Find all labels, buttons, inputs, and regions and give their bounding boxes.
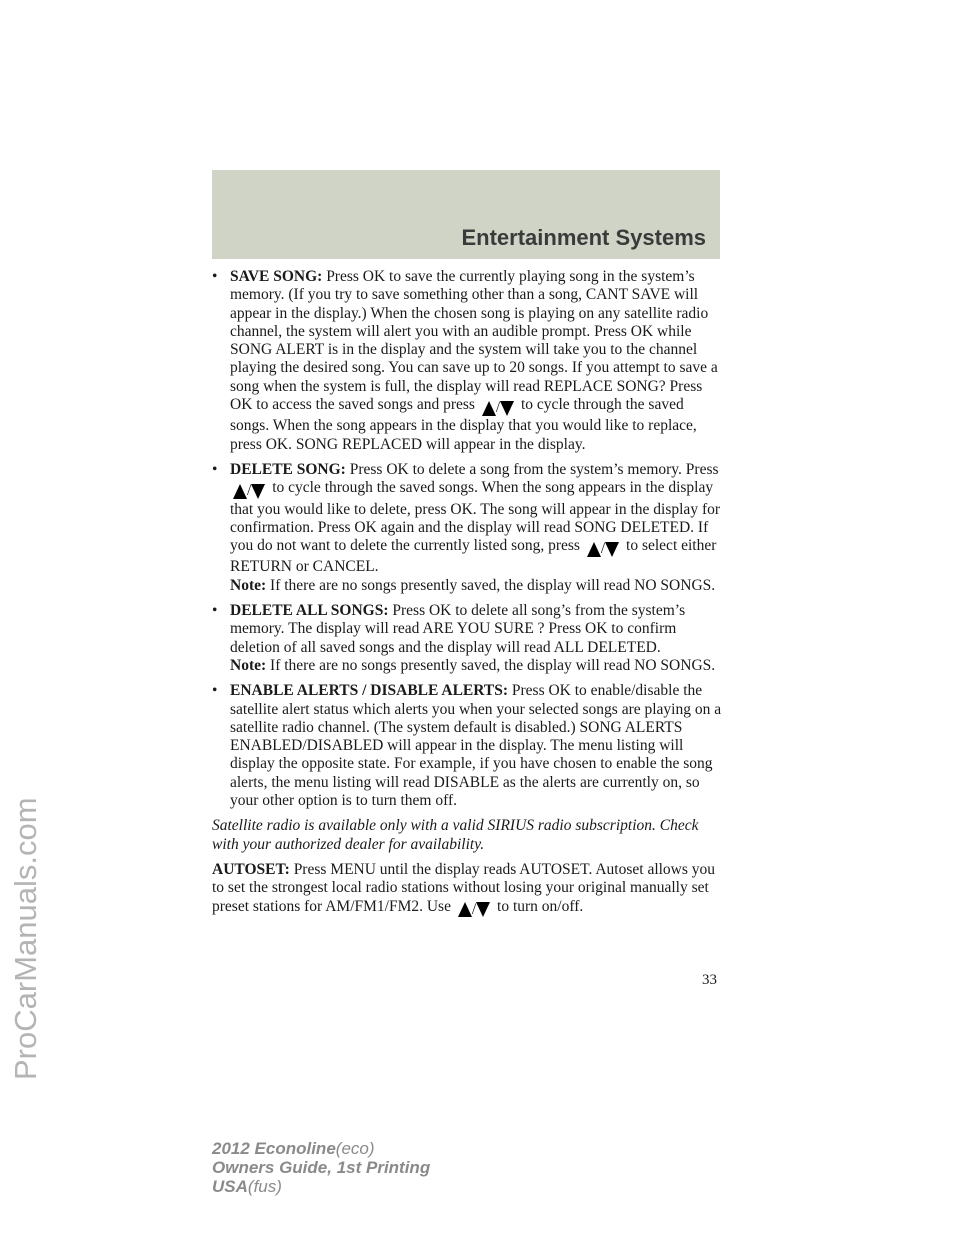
- list-item-delete-song: [212, 461, 722, 595]
- section-title: Entertainment Systems: [461, 225, 706, 250]
- note-text: If there are no songs presently saved, the display will read NO SONGS.: [270, 576, 716, 594]
- note-text: If there are no songs presently saved, the display will read NO SONGS.: [270, 656, 716, 674]
- bullet: •: [212, 460, 218, 478]
- up-down-arrows-icon: /: [482, 399, 514, 417]
- bullet: •: [212, 682, 218, 700]
- save-song-text-1: Press OK to save the currently playing song in the system’s memory. (If you try to save something other than a song, CANT SAVE will appear in the display.) When the chosen song is playing on any satellite radio channel, the system will alert you with an audible prompt. Press OK while SONG ALERT is in the display and the system will take you to the channel playing the desired song. You can save up to 20 songs. If you attempt to save a song when the system is full, the display will read REPLACE SONG? Press OK to access the saved songs and press: [230, 268, 718, 414]
- bullet: •: [212, 268, 218, 285]
- term-autoset: AUTOSET:: [212, 860, 290, 878]
- delete-song-text-3: to select either RETURN or CANCEL.: [230, 537, 717, 576]
- footer-line-region: [212, 1177, 430, 1196]
- watermark-text: ProCarManuals.com: [8, 797, 43, 1080]
- delete-song-text-1: Press OK to delete a song from the system’s memory. Press: [349, 460, 719, 478]
- bullet: •: [212, 602, 218, 620]
- delete-song-text-2: to cycle through the saved songs. When the song appears in the display that you would like to delete, press OK. The song will appear in the display for confirmation. Press OK again and the display will read SONG DELETED. If you do not want to delete the currently listed song, press: [230, 479, 721, 555]
- footer: [212, 1139, 430, 1196]
- footer-region-code: (fus): [247, 1177, 282, 1196]
- body-text: [212, 268, 722, 926]
- footer-guide: Owners Guide, 1st Printing: [212, 1158, 431, 1177]
- up-down-arrows-icon: /: [587, 540, 619, 558]
- term-enable-disable-alerts: ENABLE ALERTS / DISABLE ALERTS:: [230, 682, 509, 700]
- page-number: 33: [702, 972, 717, 988]
- note-label: Note:: [230, 656, 267, 674]
- footer-line-model: [212, 1139, 430, 1158]
- delete-all-text-1: Press OK to delete all song’s from the system’s memory. The display will read ARE YOU SURE ? Press OK to confirm deletion of all saved songs and the display will read ALL DELETED.: [230, 602, 686, 656]
- term-delete-song: DELETE SONG:: [230, 460, 346, 478]
- watermark: [8, 450, 44, 1090]
- footer-model-code: (eco): [335, 1139, 375, 1158]
- section-header: [212, 170, 720, 259]
- autoset-text-2: to turn on/off.: [497, 897, 584, 915]
- list-item-enable-disable-alerts: [212, 682, 722, 810]
- footer-model: 2012 Econoline: [212, 1139, 336, 1158]
- satellite-note: Satellite radio is available only with a valid SIRIUS radio subscription. Check with your authorized dealer for availability.: [212, 817, 699, 853]
- up-down-arrows-icon: /: [233, 482, 265, 500]
- list-item-delete-all-songs: [212, 602, 722, 675]
- note-label: Note:: [230, 576, 267, 594]
- autoset-text-1: Press MENU until the display reads AUTOSET. Autoset allows you to set the strongest local radio stations without losing your original manually set preset stations for AM/FM1/FM2. Use: [212, 860, 716, 915]
- alerts-text-1: Press OK to enable/disable the satellite alert status which alerts you when your selected songs are playing on a satellite radio channel. (The system default is disabled.) SONG ALERTS ENABLED/DISABLED will appear in the display. The menu listing will display the opposite state. For example, if you have chosen to enable the song alerts, the menu listing will read DISABLE as the alerts are currently on, so your other option is to turn them off.: [230, 682, 722, 810]
- term-save-song: SAVE SONG:: [230, 268, 323, 285]
- term-delete-all-songs: DELETE ALL SONGS:: [230, 602, 389, 620]
- footer-region: USA: [212, 1177, 248, 1196]
- save-song-text-2: to cycle through the saved songs. When the song appears in the display that you would like to replace, press OK. SONG REPLACED will appear in the display.: [230, 396, 697, 453]
- up-down-arrows-icon: /: [458, 901, 490, 919]
- list-item-save-song: [212, 268, 722, 454]
- autoset-paragraph: [212, 861, 722, 919]
